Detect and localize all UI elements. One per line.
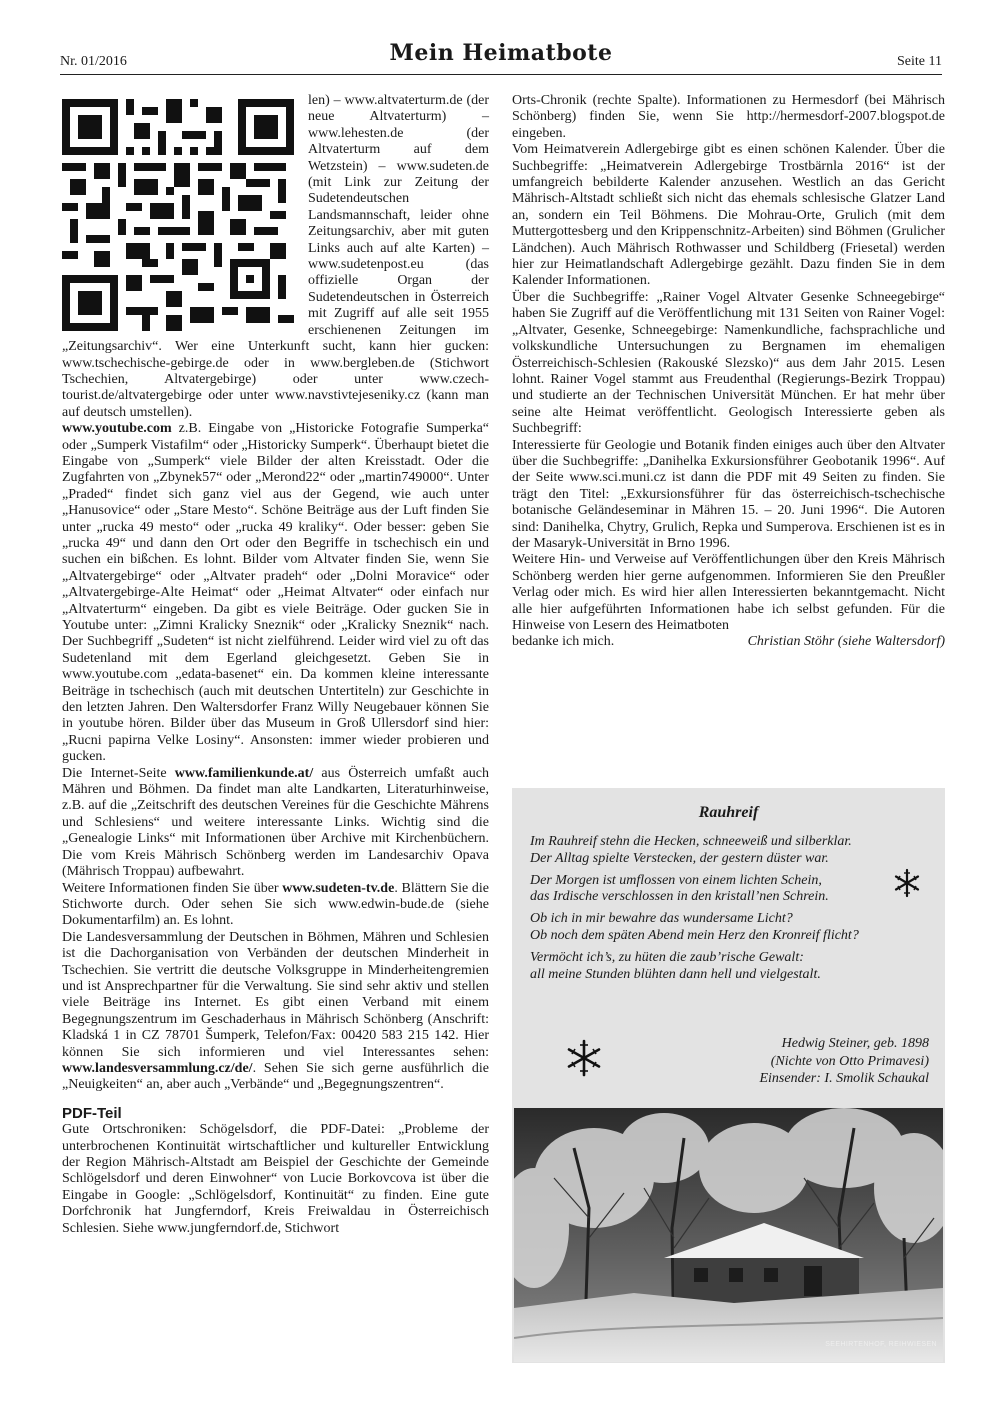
poem-stanza: Ob ich in mir bewahre das wundersame Licht? Ob noch dem späten Abend mein Herz den Kronreif flicht?	[530, 911, 859, 943]
landesversammlung-link[interactable]: www.landesversammlung.cz/de/	[62, 1060, 253, 1076]
poem-stanza: Der Morgen ist umflossen von einem lichten Schein, das Irdische verschlossen in den kristall’nen Schrein.	[530, 872, 829, 905]
left-paragraph-4: Weitere Informationen finden Sie über www.sudeten-tv.de. Blättern Sie die Stichworte durch. Oder sehen Sie sich www.edwin-bude.de (siehe Dokumentarfilm) an. Es lohnt.	[62, 880, 489, 929]
photo-caption: SEEHIRTENHOF, REIHWIESEN	[825, 1341, 937, 1348]
poem-title: Rauhreif	[698, 804, 759, 821]
left-column	[62, 93, 489, 1237]
right-column	[512, 93, 945, 651]
snowflake-icon	[892, 868, 922, 898]
familienkunde-link[interactable]: www.familienkunde.at/	[174, 765, 314, 781]
closing-text: bedanke ich mich.	[512, 634, 615, 650]
poem-sender: Einsender: I. Smolik Schaukal	[759, 1071, 929, 1086]
winter-landscape-photo	[514, 1108, 943, 1362]
right-paragraph-5: Weitere Hin- und Verweise auf Veröffentlichungen über den Kreis Mährisch Schönberg werden hier gerne aufgenommen. Informieren Sie den Preußler Verlag oder mich. Es wird hier allen Interessierten bekanntgemacht. Nicht alle hier aufgeführten Informationen habe ich selbst gefunden. Für die Hinweise von Lesern des Heimatboten	[512, 552, 945, 633]
right-paragraph-3: Über die Suchbegriffe: „Rainer Vogel Altvater Gesenke Schneegebirge“ haben Sie Zugriff auf die Veröffentlichung mit 131 Seiten von Rainer Vogel: „Altvater, Gesenke, Schneegebirge: Namenkundliche, fachsprachliche und volkskundliche Untersuchungen zu Bergnamen im ehemaligen Österreichisch-Schlesien (Rakouské Slezsko)“ aus dem Jahr 2015. Lesen lohnt. Rainer Vogel stammt aus Freudenthal (Regierungs-Bezirk Troppau) und studierte an der Technischen Universität München. Er hat mehr über seine alte Heimat veröffentlicht. Geologisch Interessierte geben als Suchbegriff:	[512, 289, 945, 437]
signature-line	[512, 634, 945, 650]
header-rule	[60, 74, 942, 75]
left-paragraph-1: len) – www.altvaterturm.de (der neue Altvaterturm) – www.lehesten.de (der Altvaterturm auf dem Wetzstein) – www.sudeten.de (mit Link zur Zeitung der Sudetendeutschen Landsmannschaft, leider ohne Zeitungsarchiv, aber mit guten Links auch auf alte Karten) – www.sudetenpost.eu (das offizielle Organ der Sudetendeutschen in Österreich mit Zugriff auf alle seit 1955 erschienenen Zeitungen im „Zeitungsarchiv“. Wer eine Unterkunft sucht, kann hier gucken: www.tschechische-gebirge.de oder in www.bergleben.de (Stichwort Tschechien, Altvatergebirge) oder unter www.czech-tourist.de/altvatergebirge oder unter www.navstivtejeseniky.cz (kann man auf deutsch umstellen).	[62, 93, 489, 420]
poem-stanza: Im Rauhreif stehn die Hecken, schneeweiß und silberklar. Der Alltag spielte Verstecken, der gestern düster war.	[530, 834, 852, 866]
right-paragraph-4: Interessierte für Geologie und Botanik finden einiges auch über den Altvater über die Suchbegriffe: „Danihelka Exkursionsführer Geobotanik 1996“. Auf der Seite www.sci.muni.cz ist dann die PDF mit 49 Seiten zu finden. Sie trägt den Titel: „Exkursionsführer für das österreichisch-tschechische botanische Geländeseminar in Mähren 15. – 20. Juni 1996“. Die Autoren sind: Danihelka, Chytry, Grulich, Repka und Sumperova. Erschienen ist es in der Masaryk-Universität in Brno 1996.	[512, 437, 946, 551]
poem-author: Hedwig Steiner, geb. 1898	[781, 1036, 929, 1051]
sudeten-tv-link[interactable]: www.sudeten-tv.de	[282, 880, 395, 896]
poem-stanzas	[530, 834, 931, 988]
poem-box	[512, 788, 945, 1363]
newspaper-logo: Mein Heimatbote	[389, 40, 613, 66]
left-paragraph-2: www.youtube.com z.B. Eingabe von „Historicke Fotografie Sumperka“ oder „Sumperk Vistafilm“ oder „Historicky Sumperk“. Überhaupt bietet die Eingabe von „Sumperk“ viele Bilder der alten Kreisstadt. Oder die Zugfahrten von „Zbynek57“ oder „Merond22“ oder „martin749000“. Unter „Praded“ findet sich ganz viel aus der Gegend, wie auch unter „Hanusovice“ oder „Stare Mesto“. Schöne Beiträge aus der Luft finden Sie unter „rucka 49 mesto“ oder „rucka 49 kraliky“. Oder besser: geben Sie „rucka 49“ und dann den Ort oder den Begriffe in tschechisch ein und suchen ein bißchen. Es lohnt. Bilder vom Altvater finden Sie, wenn Sie „Altvatergebirge“ oder „Altvater pradeh“ oder „Dolni Moravice“ oder „Altvatergebirge-Alte Heimat“ oder „Heimat Altvater“ oder einfach nur „Altvaterturm“ eingeben. Da gibt es viele Beiträge. Oder gucken Sie in Youtube unter: „Zimni Kralicky Sneznik“ oder „Kralicky Sneznik“ nach. Der Suchbegriff „Sudeten“ ist nicht zielführend. Leider wird viel zu oft das Sudetenland mit dem Egerland gleichgesetzt. Geben Sie in www.youtube.com „edata-basenet“ ein. Da kommen kleine interessante Beiträge in tschechisch (auch mit deutschen Untertiteln) zur Geschichte in den letzten Jahren. Den Waltersdorfer Franz Willy Neugebauer können Sie in youtube hören. Bilder über das Museum in Groß Ullersdorf sind hier: „Rucni papirna Velke Losiny“. Ansonsten: immer wieder probieren und gucken.	[62, 421, 489, 765]
left-paragraph-6: Gute Ortschroniken: Schögelsdorf, die PDF-Datei: „Probleme der unterbrochenen Kontinuität wirtschaftlicher und kultureller Entwicklung der Region Mährisch-Altstadt am Beispiel der Geschichte der Gemeinde Schlögelsdorf und deren Einwohner“ von Lucie Borkovcova ist über die Eingabe in Google: „Schlögelsdorf, Kontinuität“ zu finden. Eine gute Dorfchronik hat Jungferndorf, Kreis Freiwaldau in Österreichisch Schlesien. Siehe www.jungferndorf.de, Stichwort	[62, 1122, 489, 1236]
section-heading-pdf: PDF-Teil	[62, 1104, 122, 1122]
poem-attribution	[759, 1035, 929, 1088]
right-paragraph-2: Vom Heimatverein Adlergebirge gibt es einen schönen Kalender. Über die Suchbegriffe: „Heimatverein Adlergebirge Trostbärnla 2016“ ist der umfangreich bebilderte Kalender anzusehen. Westlich an das Gericht Mährisch-Altstadt schließt sich nicht das ehemals schlesische Glatzer Land an, sondern ein Teil Böhmens. Die Mohrau-Orte, Grulich (mit dem Muttergottesberg und den Krippenschnitz-Arbeiten) sind Böhmen (Grulicher Ländchen). Auch Mährisch Rothwasser und Schildberg (Friesetal) werden hier zur Heimatlandschaft Adlergebirge gezählt. Dazu finden Sie in dem Kalender Informationen.	[512, 142, 945, 289]
left-paragraph-5: Die Landesversammlung der Deutschen in Böhmen, Mähren und Schlesien ist die Dachorganisation von Verbänden der deutschen Minderheit in Tschechien. Sie vertritt die deutsche Volksgruppe in Minderheitengremien und ist Ansprechpartner für die Verwaltung. Sie sind sehr aktiv und stellen viele Beiträge ins Internet. Es gibt einen Verband mit einem Begegnungszentrum im Geschaderhaus in Mährisch Schönberg (Anschrift: Kladská 1 in CZ 78701 Šumperk, Telefon/Fax: 00420 583 215 142. Hier können Sie sich informieren und viel Interessantes sehen: www.landesversammlung.cz/de/. Sehen Sie sich gerne ausführlich die „Neuigkeiten“ an, aber auch „Verbände“ und „Begegnungszentren“.	[62, 929, 489, 1093]
poem-author-note: (Nichte von Otto Primavesi)	[770, 1053, 929, 1069]
issue-number: Nr. 01/2016	[60, 54, 127, 69]
left-paragraph-3: Die Internet-Seite www.familienkunde.at/ aus Österreich umfaßt auch Mähren und Böhmen. Da findet man alte Landkarten, Literaturhinweise, z.B. auf die „Zeitschrift des deutschen Vereines für die Geschichte Mährens und Schlesiens“ und weitere interessante Links. Wichtig sind die „Genealogie Links“ mit Informationen über Archive mit Kirchenbüchern. Die vom Kreis Mährisch Schönberg werden im Landesarchiv Opava (Mährisch Troppau) aufbewahrt.	[62, 765, 489, 880]
author-signature: Christian Stöhr (siehe Waltersdorf)	[747, 634, 945, 650]
page-number: Seite 11	[897, 54, 942, 69]
page-header	[60, 40, 942, 70]
qr-code-icon	[62, 99, 294, 331]
right-paragraph-1: Orts-Chronik (rechte Spalte). Informationen zu Hermesdorf (bei Mährisch Schönberg) finden Sie, wenn Sie http://hermesdorf-2007.blogspot.de eingeben.	[512, 93, 945, 141]
poem-stanza: Vermöcht ich’s, zu hüten die zaub’rische Gewalt: all meine Stunden blühten dann hell und vielgestalt.	[530, 949, 821, 982]
snowflake-icon	[564, 1038, 604, 1078]
youtube-link[interactable]: www.youtube.com	[62, 421, 172, 437]
